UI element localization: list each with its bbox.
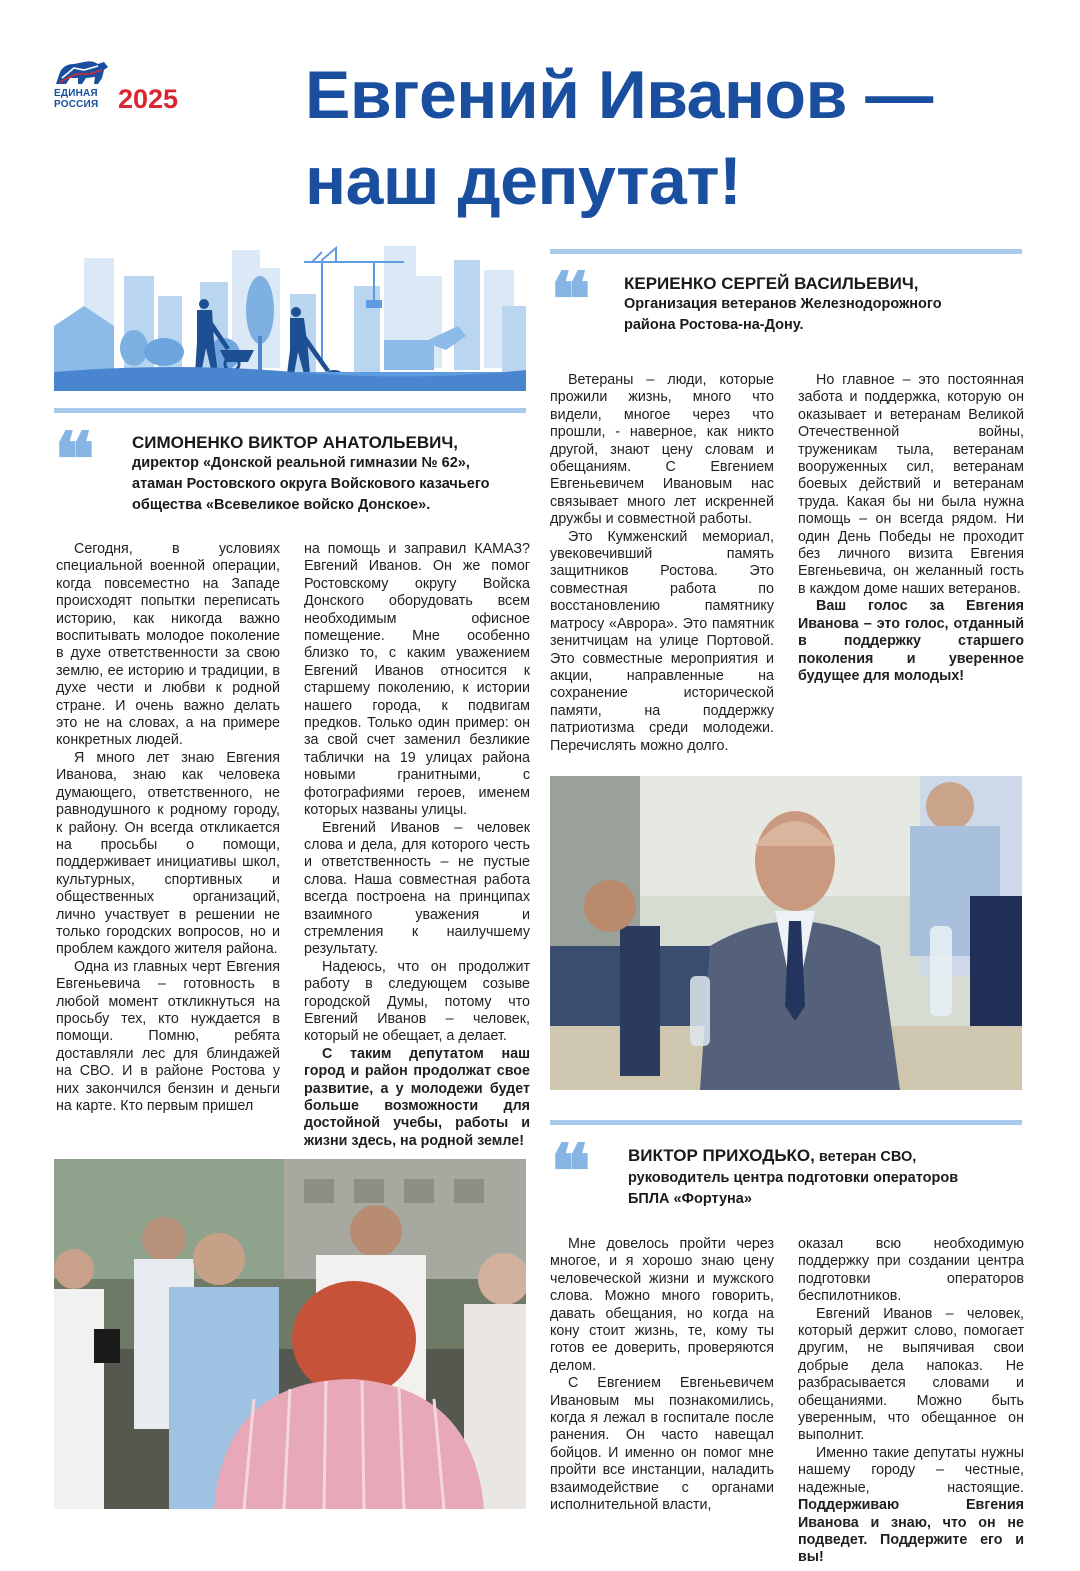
paragraph: С Евгением Евгеньевичем Ивановым мы познакомились, когда я лежал в госпитале после ранения. Он часто навещал бойцов. И именно он помог мне пройти все инстанции, наладить взаимодействие с органами исполнительной власти, xyxy=(550,1375,774,1514)
party-name-line1: ЕДИНАЯ xyxy=(54,88,98,99)
paragraph: Евгений Иванов – человек, который держит слово, помогает другим, не выпячивая свои добрые дела напоказ. Не разбрасывается словами и обещаниями. Можно быть уверенным, что обещанное он выполнит. xyxy=(798,1305,1024,1444)
quote2-name: КЕРИЕНКО СЕРГЕЙ ВАСИЛЬЕВИЧ, xyxy=(624,274,919,293)
paragraph: на помощь и заправил КАМАЗ? Евгений Иванов. Он же помог Ростовскому округу Войска Донского оборудовать всем необходимым офисное помещение. Мне особенно близко то, с каким уважением Евгений Иванов относится к старшему поколению, к истории нашего города, к подвигам предков. Только один пример: он за свой счет заменил безликие таблички на 19 улицах района новыми гранитными, с фотографиями героев, именем которых названы улицы. xyxy=(304,541,530,819)
quote1-author xyxy=(132,432,532,516)
quote2-role-line: района Ростова-на-Дону. xyxy=(624,317,804,333)
paragraph-bold: С таким депутатом наш город и район продолжат свое развитие, а у молодежи будет больше возможности для достойной учебы, работы и жизни здесь, на родной земле! xyxy=(304,1045,530,1149)
quote2-author xyxy=(624,273,1024,336)
page-headline xyxy=(305,52,1065,224)
paragraph-bold: Ваш голос за Евгения Иванова – это голос, отданный в поддержку старшего поколения и уверенное будущее для молодых! xyxy=(798,598,1024,684)
paragraph: Я много лет знаю Евгения Иванова, знаю как человека думающего, ответственного, не равнодушного к родному городу, к району. Он всегда откликается на просьбы о помощи, поддерживает инициативы школ, культурных, спортивных и общественных организаций, лично участвует в решении не только городских вопросов, но и проблем каждого жителя района. xyxy=(56,749,280,958)
quote2-role-line: Организация ветеранов Железнодорожного xyxy=(624,296,942,312)
headline-line2: наш депутат! xyxy=(305,143,742,219)
section-rule xyxy=(550,1120,1022,1125)
quote1-column-2 xyxy=(304,541,530,1150)
paragraph: Одна из главных черт Евгения Евгеньевича – готовность в любой момент откликнуться на просьбу тех, кто нуждается в помощи. Помню, ребята доставляли лес для блиндажей на СВО. И в районе Ростова у них закончился бензин и деньги на карте. Кто первым пришел xyxy=(56,958,280,1114)
quote1-role-line: атаман Ростовского округа Войскового казачьего xyxy=(132,476,490,492)
quote3-name-suffix: ветеран СВО, xyxy=(814,1149,917,1165)
party-name-line2: РОССИЯ xyxy=(54,99,99,110)
city-construction-illustration xyxy=(54,246,526,391)
section-rule xyxy=(550,249,1022,254)
paragraph: Ветераны – люди, которые прожили жизнь, много что видели, многое через что прошли, - наверное, как никто другой, знают цену словам и обещаниям. С Евгением Евгеньевичем Ивановым нас связывает много лет искренней дружбы и совместной работы. xyxy=(550,372,774,528)
quote3-name: ВИКТОР ПРИХОДЬКО, xyxy=(628,1146,815,1165)
paragraph: Мне довелось пройти через многое, и я хорошо знаю цену человеческой жизни и мужского слова. Можно много говорить, давать обещания, но когда на кону стоит жизнь, те, кому ты готов ее доверить, проверяются делом. xyxy=(550,1236,774,1374)
paragraph: Но главное – это постоянная забота и поддержка, которую он оказывает и ветеранам Великой Отечественной войны, труженикам тыла, ветеранам вооруженных сил, ветеранам боевых действий и ветеранам труда. Какая бы ни была нужна помощь – он всегда рядом. Ни один День Победы не проходит без личного визита Евгения Евгеньевича, он желанный гость в каждом доме наших ветеранов. xyxy=(798,372,1024,597)
paragraph: Это Кумженский мемориал, увековечивший память защитников Ростова. Это совместная работа по восстановлению памятнику матросу «Аврора». Это памятник зенитчицам на улице Портовой. Это совместные мероприятия и акции, направленные на сохранение исторической памяти, на поддержку патриотизма среди молодежи. Перечислять можно долго. xyxy=(550,528,774,754)
section-rule xyxy=(54,408,526,413)
quote3-author xyxy=(628,1145,1028,1210)
quote1-name: СИМОНЕНКО ВИКТОР АНАТОЛЬЕВИЧ, xyxy=(132,433,459,452)
deputy-meeting-photo xyxy=(550,776,1022,1090)
quote3-role-line: БПЛА «Фортуна» xyxy=(628,1191,752,1207)
quote2-column-1 xyxy=(550,372,774,755)
quote3-column-2 xyxy=(798,1236,1024,1567)
paragraph: Сегодня, в условиях специальной военной операции, когда повсеместно на Западе происходят попытки переписать историю, как никогда важно воспитывать молодое поколение в духе ответственности за свою землю, ее историю и традиции, в духе чести и любви к родной стране. И очень важно делать это не на словах, а на примере конкретных людей. xyxy=(56,541,280,749)
paragraph-bold-part: Поддерживаю Евгения Иванова и знаю, что он не подведет. Поддержите его и вы! xyxy=(798,1497,1024,1566)
paragraph-mixed xyxy=(798,1445,1024,1567)
paragraph: Евгений Иванов – человек слова и дела, для которого честь и ответственность – не пустые слова. Наша совместная работа всегда построена на принципах взаимного уважения и стремления к наилучшему результату. xyxy=(304,819,530,958)
quote2-column-2 xyxy=(798,372,1024,685)
paragraph-plain-part: Именно такие депутаты нужны нашему городу – честные, надежные, настоящие. xyxy=(798,1444,1024,1496)
paragraph: Надеюсь, что он продолжит работу в следующем созыве городской Думы, потому что Евгений Иванов – человек, который не обещает, а делает. xyxy=(304,958,530,1045)
quote-mark-icon: ❝ xyxy=(550,1142,591,1190)
year-label: 2025 xyxy=(118,84,179,114)
paragraph: оказал всю необходимую поддержку при создании центра подготовки операторов беспилотников. xyxy=(798,1236,1024,1305)
party-logo xyxy=(54,58,194,116)
quote1-role-line: общества «Всевеликое войско Донское». xyxy=(132,497,431,513)
quote3-role-line: руководитель центра подготовки операторов xyxy=(628,1170,959,1186)
quote1-role-line: директор «Донской реальной гимназии № 62», xyxy=(132,455,470,471)
headline-line1: Евгений Иванов — xyxy=(305,57,933,133)
quote1-column-1 xyxy=(56,541,280,1115)
party-name xyxy=(54,88,98,110)
quote3-column-1 xyxy=(550,1236,774,1515)
residents-meeting-photo xyxy=(54,1159,526,1509)
bear-emblem-icon xyxy=(54,58,112,86)
quote-mark-icon: ❝ xyxy=(550,270,591,318)
quote-mark-icon: ❝ xyxy=(54,430,95,478)
